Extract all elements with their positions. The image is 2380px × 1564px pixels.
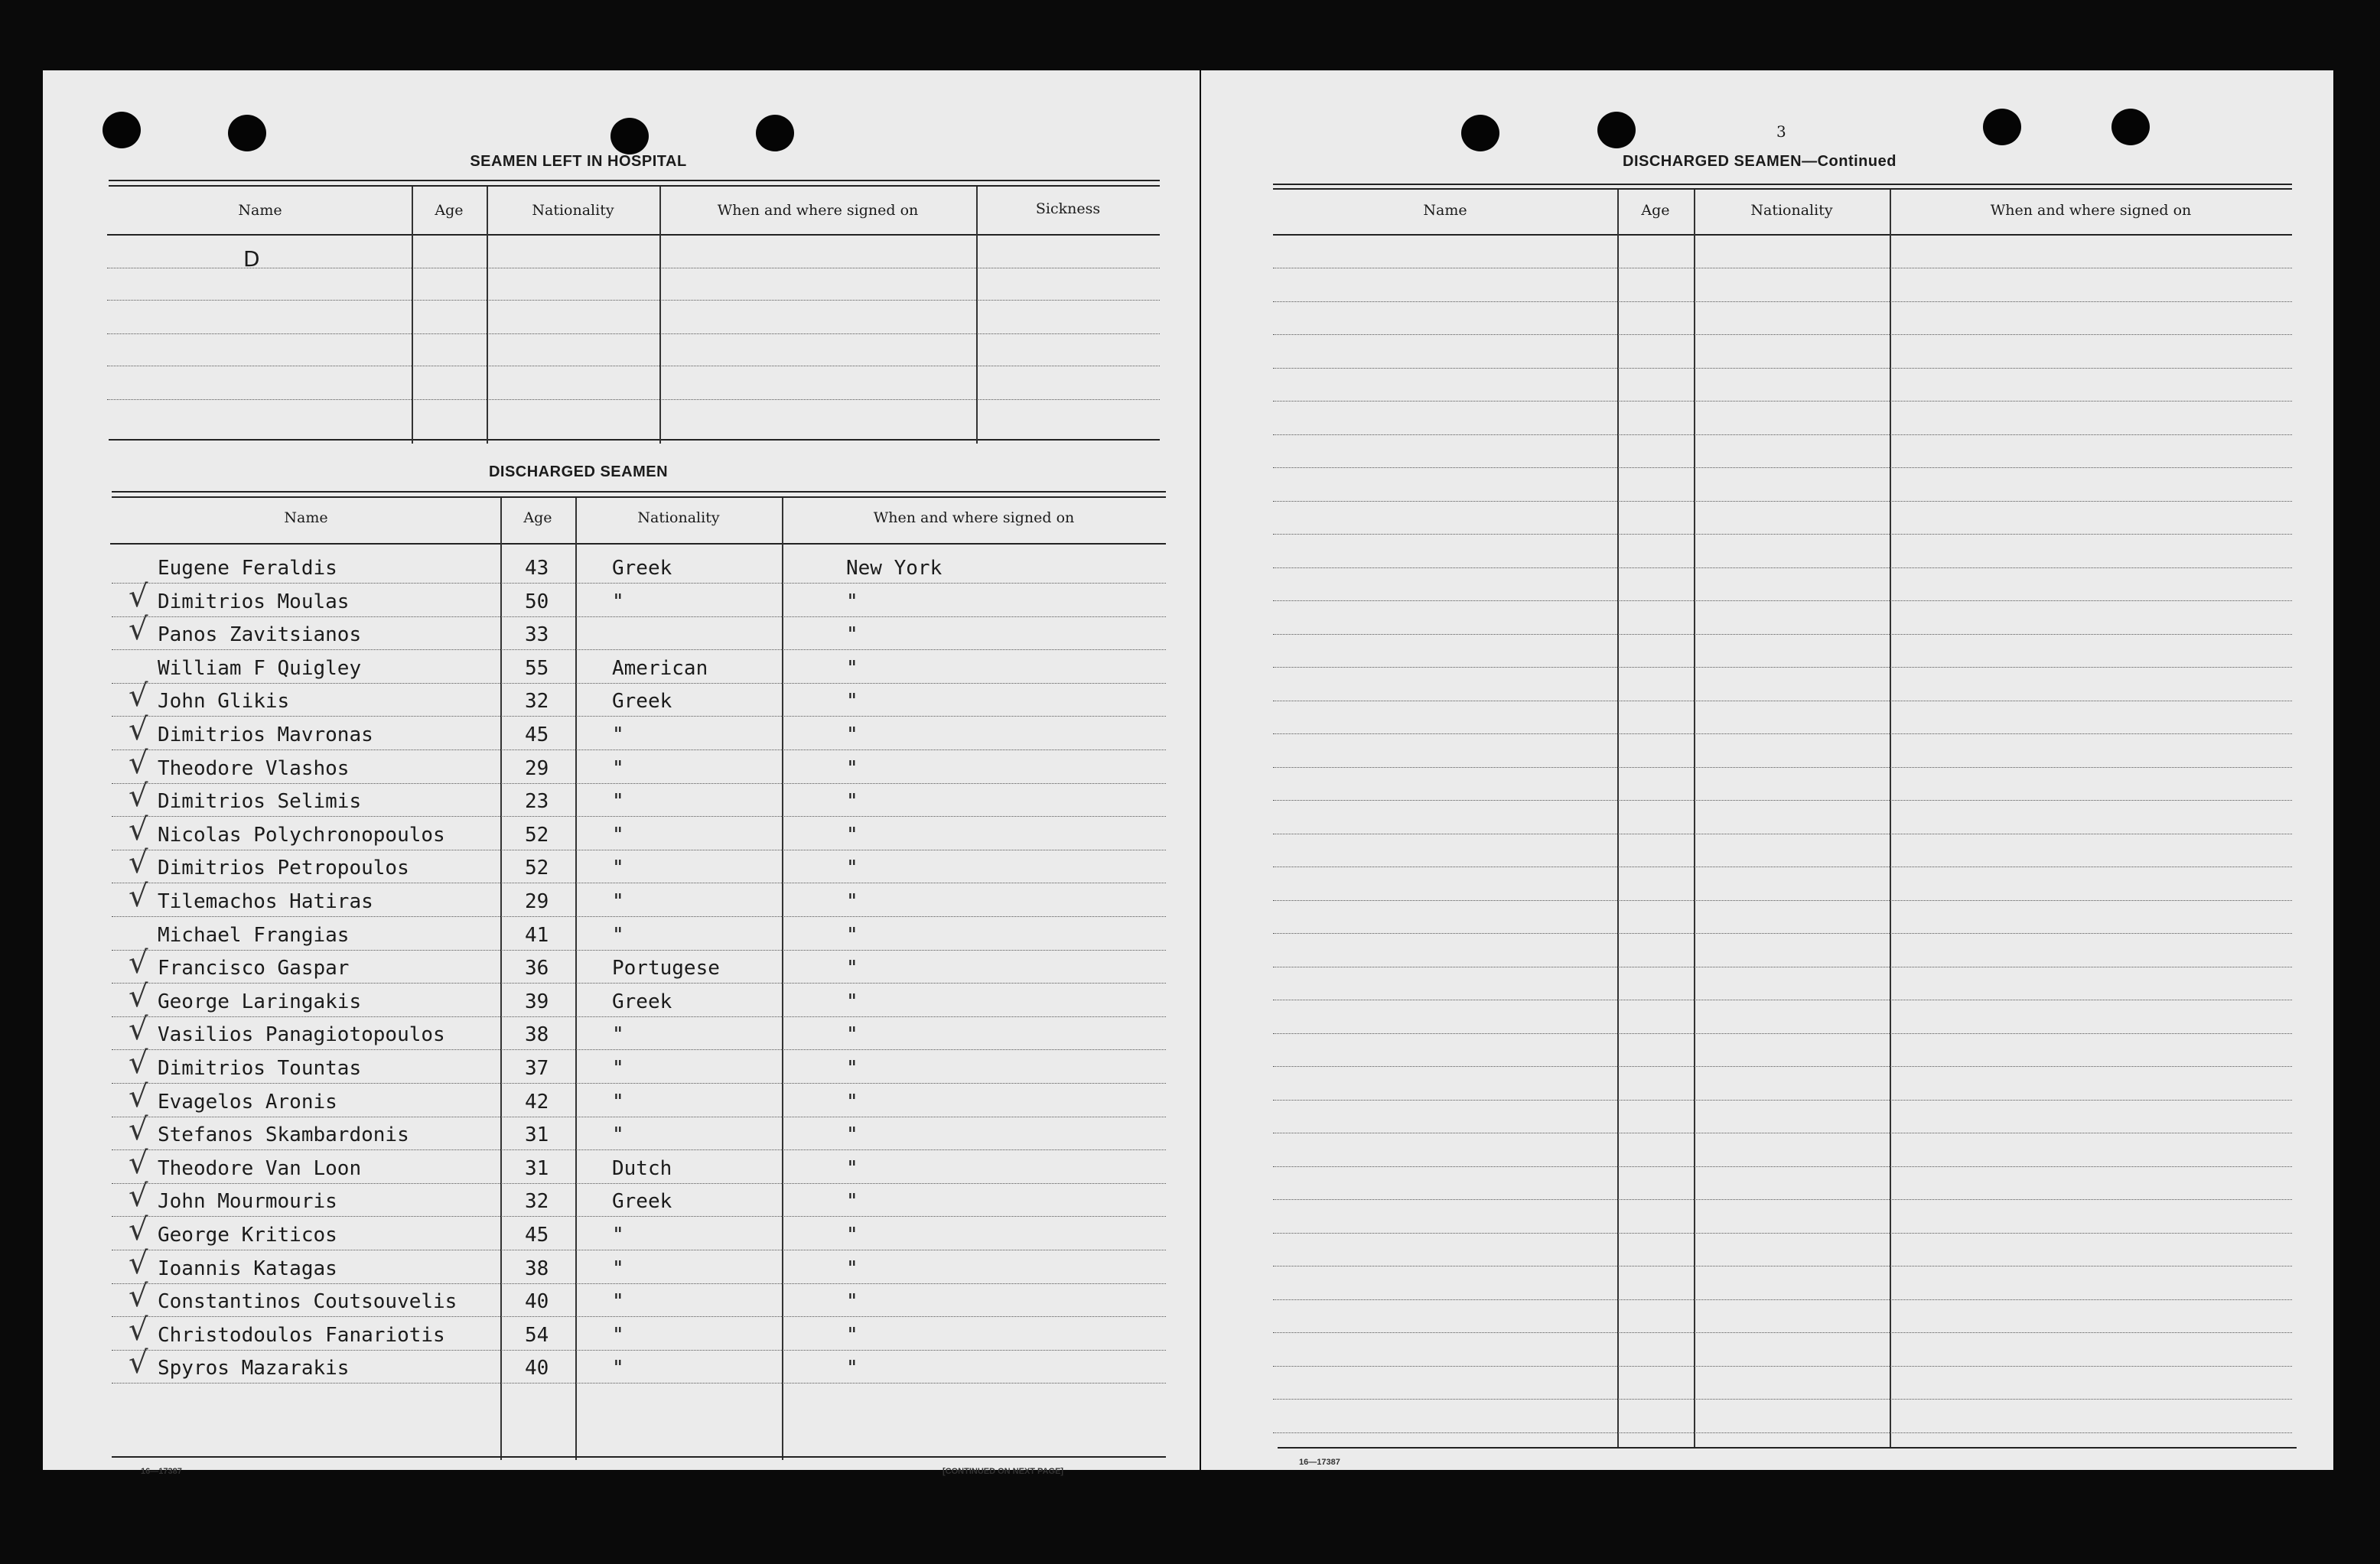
seaman-nationality: ": [612, 790, 624, 813]
seaman-age: 32: [525, 1190, 549, 1213]
seaman-nationality: ": [612, 723, 624, 746]
seaman-signed-on: ": [846, 1357, 858, 1380]
check-mark-icon: √: [129, 1146, 148, 1181]
seaman-nationality: ": [612, 924, 624, 947]
seaman-nationality: ": [612, 857, 624, 880]
hospital-col-name: Name: [238, 202, 282, 219]
check-mark-icon: √: [129, 1246, 148, 1281]
punch-hole: [1597, 112, 1636, 148]
seaman-age: 36: [525, 957, 549, 980]
seaman-age: 54: [525, 1324, 549, 1347]
seaman-age: 52: [525, 857, 549, 880]
continued-section-title: DISCHARGED SEAMEN—Continued: [1623, 153, 1897, 170]
seaman-nationality: ": [612, 757, 624, 780]
seaman-name: Vasilios Panagiotopoulos: [158, 1023, 445, 1046]
seaman-signed-on: ": [846, 924, 858, 947]
seaman-signed-on: ": [846, 890, 858, 913]
seaman-age: 50: [525, 590, 549, 613]
seaman-nationality: ": [612, 1257, 624, 1280]
punch-hole: [1461, 115, 1499, 151]
seaman-nationality: Greek: [612, 690, 672, 713]
seaman-signed-on: ": [846, 1324, 858, 1347]
seaman-nationality: ": [612, 1023, 624, 1046]
seaman-age: 38: [525, 1023, 549, 1046]
discharged-section-title: DISCHARGED SEAMEN: [488, 463, 669, 480]
check-mark-icon: √: [129, 678, 148, 714]
seaman-signed-on: ": [846, 723, 858, 746]
seaman-signed-on: ": [846, 790, 858, 813]
punch-hole: [228, 115, 266, 151]
seaman-age: 41: [525, 924, 549, 947]
seaman-name: Dimitrios Petropoulos: [158, 857, 409, 880]
seaman-signed-on: ": [846, 1123, 858, 1146]
seaman-name: Eugene Feraldis: [158, 557, 337, 580]
seaman-age: 43: [525, 557, 549, 580]
check-mark-icon: √: [129, 712, 148, 747]
seaman-nationality: ": [612, 1123, 624, 1146]
seaman-name: John Mourmouris: [158, 1190, 337, 1213]
seaman-signed-on: ": [846, 690, 858, 713]
seaman-age: 29: [525, 890, 549, 913]
seaman-name: John Glikis: [158, 690, 290, 713]
punch-hole: [1983, 109, 2021, 145]
seaman-signed-on: ": [846, 990, 858, 1013]
seaman-name: George Kriticos: [158, 1224, 337, 1247]
seaman-age: 45: [525, 723, 549, 746]
check-mark-icon: √: [129, 746, 148, 781]
seaman-age: 29: [525, 757, 549, 780]
seaman-signed-on: ": [846, 1057, 858, 1080]
check-mark-icon: √: [129, 1079, 148, 1114]
continued-col-nationality: Nationality: [1750, 202, 1833, 219]
seaman-signed-on: ": [846, 1224, 858, 1247]
seaman-signed-on: ": [846, 590, 858, 613]
seaman-name: Constantinos Coutsouvelis: [158, 1290, 457, 1313]
hospital-handwritten-mark: D: [243, 246, 260, 272]
seaman-name: Theodore Vlashos: [158, 757, 350, 780]
seaman-nationality: Dutch: [612, 1157, 672, 1180]
form-number-right: 16—17387: [1299, 1458, 1340, 1467]
seaman-signed-on: ": [846, 623, 858, 646]
right-page: [1201, 70, 2333, 1470]
check-mark-icon: √: [129, 1345, 148, 1380]
seaman-age: 42: [525, 1091, 549, 1114]
seaman-signed-on: ": [846, 757, 858, 780]
check-mark-icon: √: [129, 1012, 148, 1047]
seaman-nationality: Portugese: [612, 957, 720, 980]
seaman-signed-on: ": [846, 824, 858, 847]
check-mark-icon: √: [129, 1279, 148, 1314]
seaman-name: Tilemachos Hatiras: [158, 890, 373, 913]
seaman-name: Dimitrios Mavronas: [158, 723, 373, 746]
seaman-age: 39: [525, 990, 549, 1013]
seaman-nationality: ": [612, 1224, 624, 1247]
check-mark-icon: √: [129, 879, 148, 914]
check-mark-icon: √: [129, 1179, 148, 1214]
check-mark-icon: √: [129, 1212, 148, 1247]
seaman-signed-on: ": [846, 657, 858, 680]
check-mark-icon: √: [129, 845, 148, 880]
seaman-name: Francisco Gaspar: [158, 957, 350, 980]
seaman-signed-on: ": [846, 1190, 858, 1213]
seaman-nationality: ": [612, 1290, 624, 1313]
discharged-col-age: Age: [523, 509, 552, 526]
seaman-signed-on: ": [846, 857, 858, 880]
seaman-age: 23: [525, 790, 549, 813]
seaman-nationality: Greek: [612, 1190, 672, 1213]
discharged-col-name: Name: [284, 509, 328, 526]
seaman-nationality: ": [612, 1091, 624, 1114]
left-page: [43, 70, 1200, 1476]
continued-col-signed-on: When and where signed on: [1990, 202, 2192, 219]
seaman-name: Evagelos Aronis: [158, 1091, 337, 1114]
seaman-signed-on: ": [846, 1290, 858, 1313]
check-mark-icon: √: [129, 979, 148, 1014]
seaman-nationality: Greek: [612, 990, 672, 1013]
seaman-signed-on: ": [846, 1023, 858, 1046]
punch-hole: [610, 118, 649, 154]
seaman-name: Michael Frangias: [158, 924, 350, 947]
check-mark-icon: √: [129, 1312, 148, 1348]
seaman-age: 52: [525, 824, 549, 847]
hospital-col-nationality: Nationality: [532, 202, 614, 219]
check-mark-icon: √: [129, 812, 148, 847]
punch-hole: [2111, 109, 2150, 145]
seaman-age: 31: [525, 1123, 549, 1146]
seaman-name: William F Quigley: [158, 657, 362, 680]
seaman-name: Stefanos Skambardonis: [158, 1123, 409, 1146]
seaman-nationality: ": [612, 824, 624, 847]
check-mark-icon: √: [129, 1045, 148, 1081]
hospital-section-title: SEAMEN LEFT IN HOSPITAL: [470, 153, 687, 170]
check-mark-icon: √: [129, 579, 148, 614]
seaman-age: 40: [525, 1290, 549, 1313]
form-number: 16—17387: [141, 1467, 182, 1476]
hospital-col-signed-on: When and where signed on: [717, 202, 919, 219]
seaman-nationality: ": [612, 1357, 624, 1380]
seaman-name: Dimitrios Tountas: [158, 1057, 362, 1080]
seaman-age: 40: [525, 1357, 549, 1380]
continued-col-age: Age: [1641, 202, 1670, 219]
seaman-age: 45: [525, 1224, 549, 1247]
seaman-signed-on: ": [846, 957, 858, 980]
check-mark-icon: √: [129, 779, 148, 814]
seaman-age: 33: [525, 623, 549, 646]
seaman-age: 38: [525, 1257, 549, 1280]
seaman-name: Christodoulos Fanariotis: [158, 1324, 445, 1347]
hospital-col-sickness: Sickness: [1035, 200, 1101, 217]
continued-col-name: Name: [1423, 202, 1467, 219]
seaman-age: 31: [525, 1157, 549, 1180]
seaman-nationality: ": [612, 890, 624, 913]
punch-hole: [756, 115, 794, 151]
seaman-age: 32: [525, 690, 549, 713]
punch-hole: [103, 112, 141, 148]
discharged-col-nationality: Nationality: [637, 509, 720, 526]
seaman-signed-on: New York: [846, 557, 943, 580]
seaman-name: George Laringakis: [158, 990, 362, 1013]
hospital-col-age: Age: [435, 202, 464, 219]
seaman-signed-on: ": [846, 1257, 858, 1280]
seaman-nationality: ": [612, 590, 624, 613]
seaman-signed-on: ": [846, 1157, 858, 1180]
seaman-name: Dimitrios Moulas: [158, 590, 350, 613]
seaman-nationality: American: [612, 657, 708, 680]
seaman-name: Panos Zavitsianos: [158, 623, 362, 646]
seaman-name: Theodore Van Loon: [158, 1157, 362, 1180]
check-mark-icon: √: [129, 612, 148, 647]
seaman-name: Dimitrios Selimis: [158, 790, 362, 813]
seaman-nationality: Greek: [612, 557, 672, 580]
seaman-signed-on: ": [846, 1091, 858, 1114]
seaman-name: Ioannis Katagas: [158, 1257, 337, 1280]
page-number: 3: [1776, 122, 1786, 141]
seaman-age: 55: [525, 657, 549, 680]
discharged-col-signed-on: When and where signed on: [873, 509, 1075, 526]
seaman-nationality: ": [612, 1324, 624, 1347]
seaman-age: 37: [525, 1057, 549, 1080]
continued-note: [CONTINUED ON NEXT PAGE]: [943, 1467, 1064, 1476]
seaman-nationality: ": [612, 1057, 624, 1080]
seaman-name: Spyros Mazarakis: [158, 1357, 350, 1380]
seaman-name: Nicolas Polychronopoulos: [158, 824, 445, 847]
check-mark-icon: √: [129, 1112, 148, 1147]
check-mark-icon: √: [129, 945, 148, 980]
